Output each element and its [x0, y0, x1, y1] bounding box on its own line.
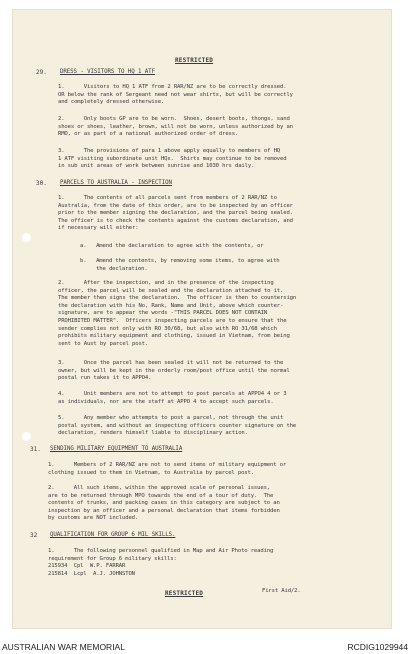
section-number: 32 — [30, 532, 38, 539]
page-reference: First Aid/2. — [262, 588, 301, 594]
section-heading: DRESS - VISITORS TO HQ 1 ATF — [60, 69, 155, 75]
record-id: RCDIG1029944 — [347, 642, 408, 652]
section-heading: QUALIFICATION FOR GROUP 6 MIL SKILLS. — [50, 532, 176, 538]
paragraph: 1. Visitors to HQ 1 ATF from 2 RAR/NZ are to be correctly dressed. OR below the rank of Sergeant need not wear shirts, but will be correctly and completely dressed otherwise. — [58, 84, 293, 106]
paragraph: b. Amend the contents, by removing some items, to agree with the declaration. — [80, 258, 280, 272]
section-number: 29. — [36, 69, 47, 76]
paragraph: 5. Any member who attempts to post a parcel, not through the unit postal system, and without an inspecting officers counter signature on the declaration, renders himself liable to disciplinary action. — [58, 415, 297, 437]
section-heading: SENDING MILITARY EQUIPMENT TO AUSTRALIA — [50, 446, 183, 452]
paragraph: 1. The following personnel qualified in Map and Air Photo reading requirement for Group 6 military skills: 215934 Cpl W.P. FARRAR 215814 Lcpl A.J. JOHNSTON — [48, 548, 274, 577]
paragraph: 3. Once the parcel has been sealed it will not be returned to the owner, but will be kept in the orderly room/post office until the normal postal run takes it to APPO4. — [58, 360, 290, 382]
paragraph: a. Amend the declaration to agree with the contents, or — [80, 243, 264, 249]
section-number: 31. — [30, 446, 41, 453]
paragraph: 2. Only boots GP are to be worn. Shoes, desert boots, thongs, sand shoes or shoes, leather, brown, will not be worn, unless authorized by an RMO, or as part of a national authorized order of dress. — [58, 116, 293, 138]
punch-hole — [22, 233, 31, 242]
paragraph: 2. After the inspection, and in the presence of the inspecting officer, the parcel will be sealed and the declaration attached to it. The member then signs the declaration. The officer is then to countersign the declaration with his No, Rank, Name and Unit, above which counter- signature, are to appear the words -"THIS PARCEL DOES NOT CONTAIN PROHIBITED MATTER". Officers inspecting parcels are to ensure that the sender complies not only with RO 30/68, but also with RO 31/68 which prohibits military equipment and clothing, issued in Vietnam, from being sent to Aust by parcel post. — [58, 280, 297, 347]
classification-header: RESTRICTED — [175, 57, 214, 64]
paragraph: 1. The contents of all parcels sent from members of 2 RAR/NZ to Australia, from the date of this order, are to be inspected by an officer prior to the member signing the declaration, and the parcel being sealed. The officer is to check the contents against the customs declaration, and if necessary will either: — [58, 195, 293, 232]
paragraph: 1. Members of 2 RAR/NZ are not to send items of military equipment or clothing issued to them in Vietnam, to Australia by parcel post. — [48, 462, 287, 476]
paragraph: 4. Unit members are not to attempt to post parcels at APPO4 4 or 3 as individuals, nor are the staff at APPO 4 to accept such parcels. — [58, 391, 287, 405]
archive-name: AUSTRALIAN WAR MEMORIAL — [2, 642, 125, 652]
archive-footer — [0, 639, 412, 654]
punch-hole — [22, 432, 31, 441]
section-heading: PARCELS TO AUSTRALIA - INSPECTION — [60, 180, 172, 186]
paragraph: 3. The provisions of para 1 above apply equally to members of HQ 1 ATF visiting subordinate unit HQs. Shirts may continue to be removed in sub unit areas of work between sunrise and 1030 hrs daily. — [58, 148, 287, 170]
classification-footer: RESTRICTED — [165, 590, 204, 597]
paragraph: 2. All such items, within the approved scale of personal issues, are to be returned through MPO towards the end of a tour of duty. The contents of trunks, and packing cases in this category are subject to an inspection by an officer and a personal declaration that items forbidden by customs are NOT included. — [48, 485, 280, 522]
section-number: 30. — [36, 180, 47, 187]
